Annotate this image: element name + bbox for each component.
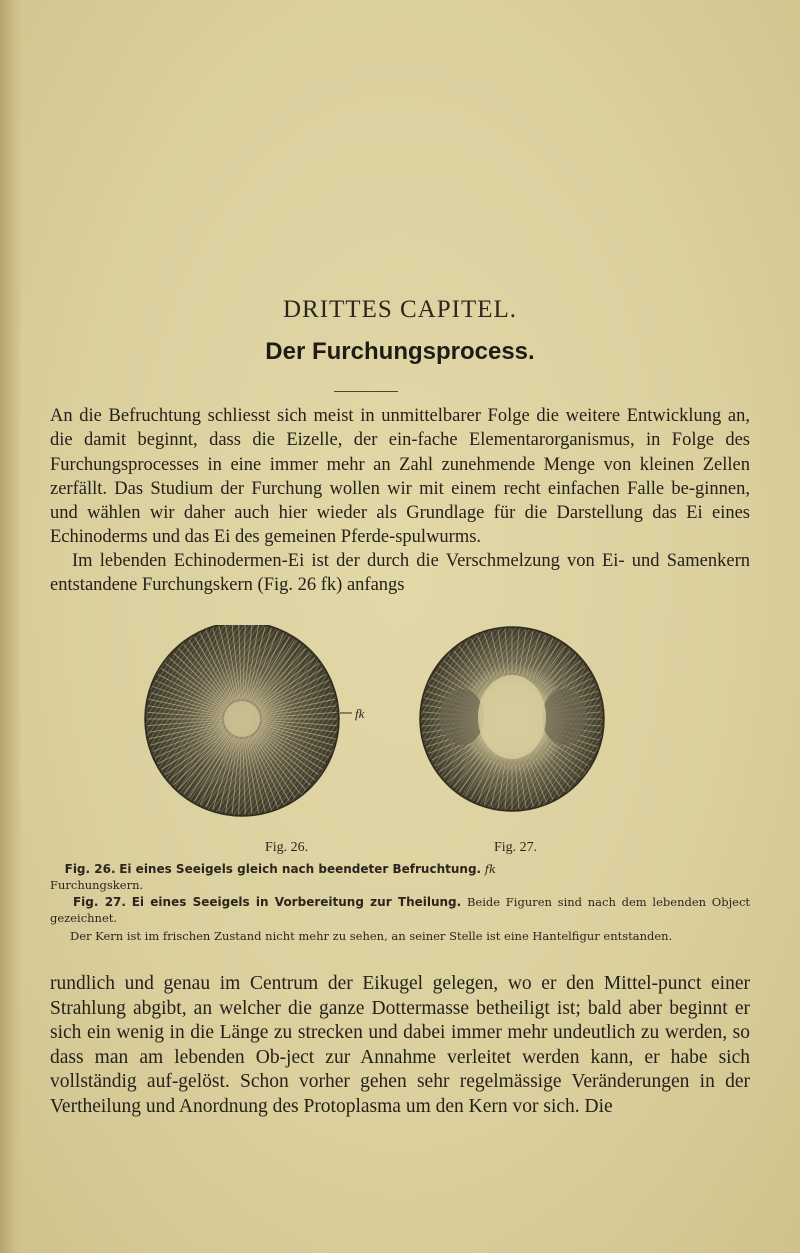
caption-fig-27-ref: Fig. 27. — [72, 895, 126, 909]
caption-fig-27-note — [50, 929, 750, 945]
paragraph-1 — [50, 404, 750, 550]
paragraph-1-text: An die Befruchtung schliesst sich meist in unmittelbarer Folge die weitere Entwicklung an, die damit beginnt, dass die Eizelle, der ein-fache Elementarorganismus, in Folge des Furchungsprocesses in eine immer mehr an Zahl zunehmende Menge von kleinen Zellen zerfällt. Das Studium der Furchung wollen wir mit einem recht einfachen Falle be-ginnen, und wählen wir daher auch hier wieder als Grundlage für die Darstellung das Ei eines Echinoderms und das Ei des gemeinen Pferde-spulwurms. — [50, 406, 750, 548]
fig-27-egg — [420, 627, 604, 811]
caption-fig-27 — [50, 895, 750, 926]
paragraph-3-text: rundlich und genau im Centrum der Eikugel gelegen, wo er den Mittel-punct einer Strahlung abgibt, an welcher die ganze Dottermasse betheiligt ist; bald aber beginnt er sich ein wenig in die Länge zu strecken und dabei immer mehr undeutlich zu werden, so dass man am lebenden Ob-ject zur Annahme verleitet werden kann, er habe sich vollständig auf-gelöst. Schon vorher gehen sehr regelmässige Veränderungen in der Vertheilung und Anordnung des Protoplasma um den Kern vor sich. Die — [50, 973, 750, 1117]
caption-fig-26-text: Ei eines Seeigels gleich nach beendeter Befruchtung. — [119, 862, 482, 876]
fk-label: fk — [355, 706, 365, 721]
caption-fig-26-abbr: fk — [484, 862, 496, 876]
dumbbell-figure — [478, 675, 546, 759]
title-divider — [334, 391, 398, 392]
caption-fig-27-note: Beide Figuren sind nach dem lebenden Object gezeichnet. — [50, 895, 751, 925]
fig-27-label: Fig. 27. — [494, 840, 538, 855]
caption-fig-26-abbr-text: Furchungskern. — [50, 877, 144, 892]
paragraph-2-text: Im lebenden Echinodermen-Ei ist der durch die Verschmelzung von Ei- und Samenkern entstandene Furchungskern (Fig. 26 fk) anfangs — [50, 551, 750, 596]
caption-fig-26-ref: Fig. 26. — [64, 862, 116, 876]
caption-fig-27-note-2: Der Kern ist im frischen Zustand nicht mehr zu sehen, an seiner Stelle ist eine Hantelfigur entstanden. — [70, 929, 673, 943]
aster-left — [440, 689, 484, 745]
chapter-title: Der Furchungsprocess. — [265, 338, 535, 365]
aster-right — [542, 689, 586, 745]
paragraph-3 — [50, 972, 750, 1119]
fk-nucleus — [224, 701, 260, 737]
fig-26-label: Fig. 26. — [265, 840, 309, 855]
caption-fig-26 — [50, 862, 750, 893]
caption-fig-27-text: Ei eines Seeigels in Vorbereitung zur Theilung. — [131, 895, 462, 909]
fig-26-egg — [145, 625, 352, 816]
chapter-heading: DRITTES CAPITEL. — [282, 296, 518, 323]
figures-illustration — [0, 625, 800, 845]
paragraph-2 — [50, 549, 750, 598]
